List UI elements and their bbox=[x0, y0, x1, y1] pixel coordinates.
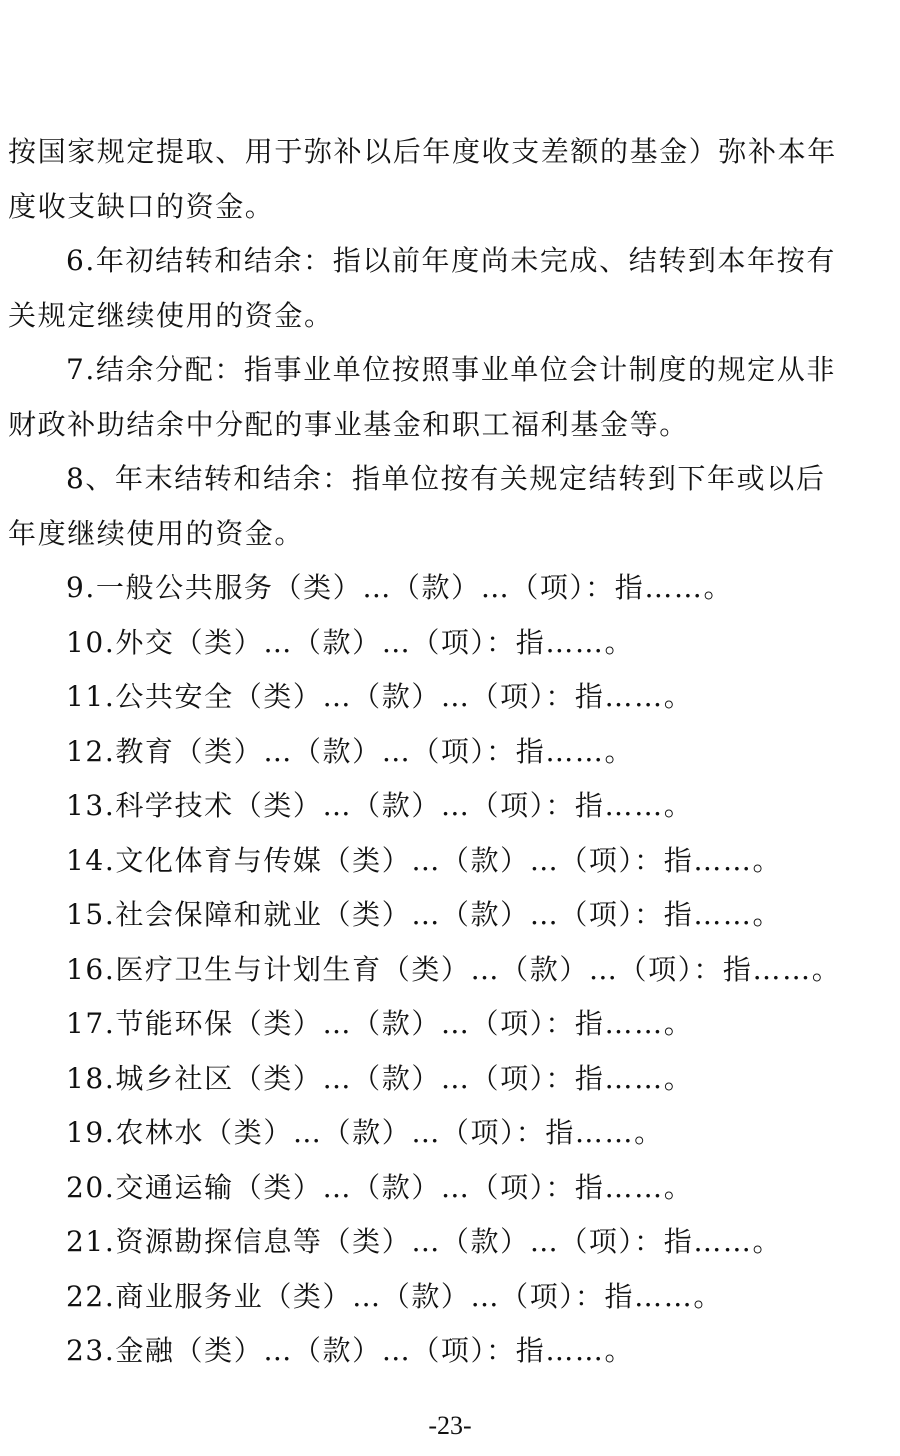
category-list bbox=[8, 561, 868, 1379]
list-item: 19.农林水（类）…（款）…（项）：指……。 bbox=[66, 1116, 664, 1149]
text-line: 关规定继续使用的资金。 bbox=[8, 298, 334, 332]
paragraph-item-7 bbox=[8, 343, 868, 452]
list-item: 15.社会保障和就业（类）…（款）…（项）：指……。 bbox=[66, 898, 783, 931]
text-line: 7.结余分配：指事业单位按照事业单位会计制度的规定从非 bbox=[66, 353, 836, 386]
text-line: 6.年初结转和结余：指以前年度尚未完成、结转到本年按有 bbox=[66, 244, 836, 277]
paragraph-item-8 bbox=[8, 452, 868, 561]
text-line: 按国家规定提取、用于弥补以后年度收支差额的基金）弥补本年 bbox=[8, 135, 837, 168]
list-item: 16.医疗卫生与计划生育（类）…（款）…（项）：指……。 bbox=[66, 952, 842, 986]
list-item: 21.资源勘探信息等（类）…（款）…（项）：指……。 bbox=[66, 1225, 783, 1258]
paragraph-reserve-fund bbox=[8, 125, 868, 234]
list-item: 17.节能环保（类）…（款）…（项）：指……。 bbox=[66, 1007, 694, 1040]
list-item: 10.外交（类）…（款）…（项）：指……。 bbox=[66, 625, 635, 659]
text-line: 度收支缺口的资金。 bbox=[8, 189, 275, 223]
page-number: -23- bbox=[428, 1411, 472, 1440]
text-line: 8、年末结转和结余：指单位按有关规定结转到下年或以后 bbox=[66, 462, 826, 495]
list-item: 11.公共安全（类）…（款）…（项）：指……。 bbox=[66, 680, 694, 713]
list-item: 13.科学技术（类）…（款）…（项）：指……。 bbox=[66, 789, 694, 822]
list-item: 23.金融（类）…（款）…（项）：指……。 bbox=[66, 1334, 635, 1367]
list-item: 9.一般公共服务（类）…（款）…（项）：指……。 bbox=[66, 571, 734, 604]
text-line: 年度继续使用的资金。 bbox=[8, 516, 305, 550]
list-item: 12.教育（类）…（款）…（项）：指……。 bbox=[66, 734, 635, 768]
list-item: 22.商业服务业（类）…（款）…（项）：指……。 bbox=[66, 1279, 723, 1313]
list-item: 14.文化体育与传媒（类）…（款）…（项）：指……。 bbox=[66, 843, 783, 877]
list-item: 18.城乡社区（类）…（款）…（项）：指……。 bbox=[66, 1061, 694, 1095]
text-line: 财政补助结余中分配的事业基金和职工福利基金等。 bbox=[8, 407, 689, 441]
paragraph-item-6 bbox=[8, 234, 868, 343]
document-body bbox=[8, 125, 868, 1379]
list-item: 20.交通运输（类）…（款）…（项）：指……。 bbox=[66, 1170, 694, 1204]
